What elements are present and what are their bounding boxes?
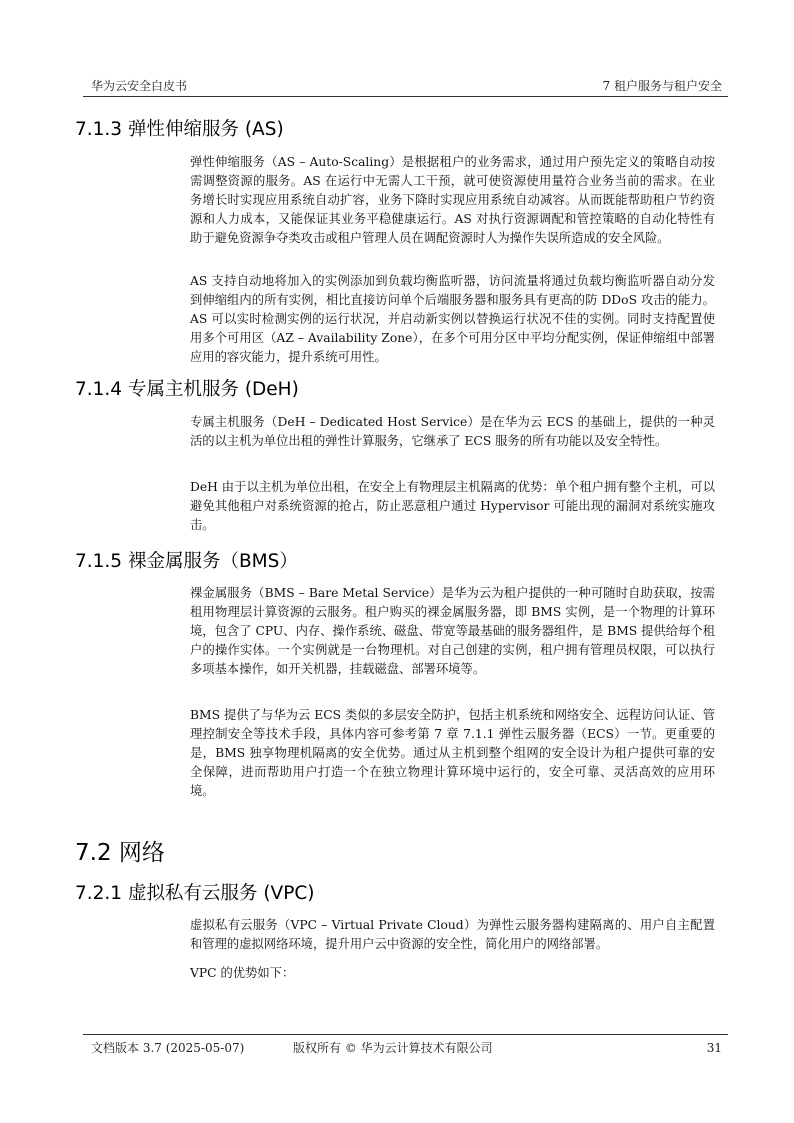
vpc-paragraph-1: 虚拟私有云服务（VPC – Virtual Private Cloud）为弹性云服务器构建隔离的、用户自主配置和管理的虚拟网络环境，提升用户云中资源的安全性，简化用户的网络部署。 [190,918,715,951]
footer-page-number: 31 [706,1041,722,1055]
footer-divider [83,1034,728,1035]
section-title-network: 7.2 网络 [75,840,165,866]
as-paragraph-2: AS 支持自动地将加入的实例添加到负载均衡监听器，访问流量将通过负载均衡监听器自动分发到伸缩组内的所有实例，相比直接访问单个后端服务器和服务具有更高的防 DDoS 攻击的能力。AS 可以实时检测实例的运行状况，并启动新实例以替换运行状况不佳的实例。同时支持配置使用多个可用区（AZ – Availability Zone），在多个可用分区中平均分配实例，保证伸缩组中部署应用的容灾能力，提升系统可用性。 [190,274,715,364]
header-divider [83,96,728,97]
footer-copyright: 版权所有 © 华为云计算技术有限公司 [293,1041,493,1055]
section-title-deh: 7.1.4 专属主机服务 (DeH) [75,379,299,400]
page-footer [83,1040,728,1056]
bms-paragraph-2: BMS 提供了与华为云 ECS 类似的多层安全防护，包括主机系统和网络安全、远程访问认证、管理控制安全等技术手段，具体内容可参考第 7 章 7.1.1 弹性云服务器（ECS）一节。更重要的是，BMS 独享物理机隔离的安全优势。通过从主机到整个组网的安全设计为租户提供可靠的安全保障，进而帮助用户打造一个在独立物理计算环境中运行的，安全可靠、灵活高效的应用环境。 [190,708,715,798]
as-paragraph-1: 弹性伸缩服务（AS – Auto-Scaling）是根据租户的业务需求，通过用户预先定义的策略自动按需调整资源的服务。AS 在运行中无需人工干预，就可使资源使用量符合业务当前的需求。在业务增长时实现应用系统自动扩容，业务下降时实现应用系统自动减容。从而既能帮助租户节约资源和人力成本，又能保证其业务平稳健康运行。AS 对执行资源调配和管控策略的自动化特性有助于避免资源争夺类攻击或租户管理人员在调配资源时人为操作失误所造成的安全风险。 [190,155,715,245]
deh-paragraph-1: 专属主机服务（DeH – Dedicated Host Service）是在华为云 ECS 的基础上，提供的一种灵活的以主机为单位出租的弹性计算服务，它继承了 ECS 服务的所有功能以及安全特性。 [190,415,715,448]
bms-paragraph-1: 裸金属服务（BMS – Bare Metal Service）是华为云为租户提供的一种可随时自助获取，按需租用物理层计算资源的云服务。租户购买的裸金属服务器，即 BMS 实例，是一个物理的计算环境，包含了 CPU、内存、操作系统、磁盘、带宽等最基础的服务器组件，是 BMS 提供给每个租户的操作实体。一个实例就是一台物理机。对自己创建的实例，租户拥有管理员权限，可以执行多项基本操作，如开关机器，挂载磁盘、部署环境等。 [190,586,715,676]
header-chapter-title: 7 租户服务与租户安全 [602,79,722,93]
deh-paragraph-2: DeH 由于以主机为单位出租，在安全上有物理层主机隔离的优势：单个租户拥有整个主机，可以避免其他租户对系统资源的抢占，防止恶意租户通过 Hypervisor 可能出现的漏洞对系统实施攻击。 [190,480,715,532]
header-doc-title: 华为云安全白皮书 [91,79,188,93]
page-header [83,78,728,94]
section-title-bms: 7.1.5 裸金属服务（BMS） [75,551,298,572]
footer-version: 文档版本 3.7 (2025-05-07) [91,1041,245,1055]
vpc-paragraph-2: VPC 的优势如下： [190,966,295,980]
section-title-as: 7.1.3 弹性伸缩服务 (AS) [75,119,284,140]
section-title-vpc: 7.2.1 虚拟私有云服务 (VPC) [75,883,315,904]
